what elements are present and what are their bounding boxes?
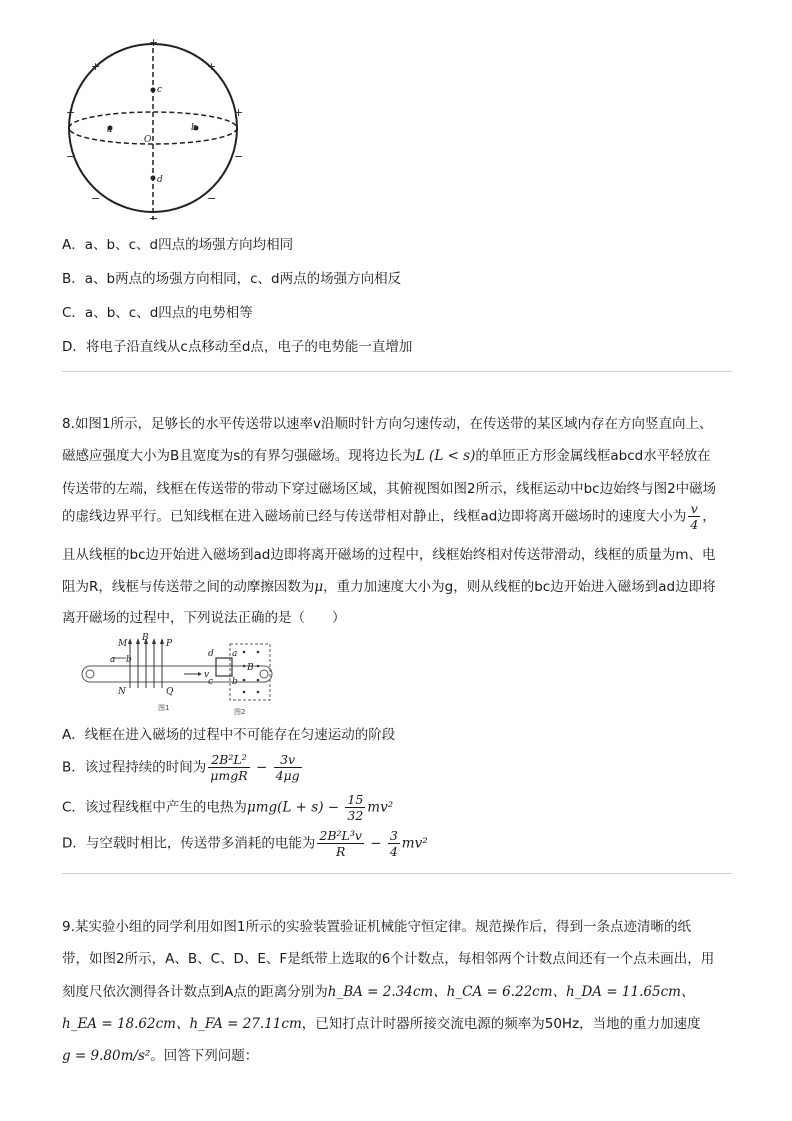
svg-text:B: B	[142, 633, 149, 643]
q8-line-1: 8.如图1所示，足够长的水平传送带以速率v沿顺时针方向匀速传动，在传送带的某区域内存在方向竖直向上、	[62, 416, 713, 432]
svg-text:M: M	[118, 639, 128, 649]
frac-b1: $\frac{\text{2B²L²}}{\text{μmgR}}$	[210, 752, 248, 783]
svg-text:+: +	[66, 106, 76, 119]
separator	[62, 371, 732, 372]
fig2-caption: 图2	[234, 708, 246, 716]
svg-text:c: c	[208, 677, 214, 687]
svg-text:−: −	[66, 150, 76, 163]
frac-b2: $\frac{3v}{4\mu g}$	[275, 752, 300, 783]
svg-text:−: −	[91, 192, 101, 205]
q7-option-a: A．a、b、c、d四点的场强方向均相同	[62, 237, 294, 253]
q7-option-b: B．a、b两点的场强方向相同，c、d两点的场强方向相反	[62, 271, 402, 287]
sphere-figure	[60, 36, 250, 226]
q8-line-2: 磁感应强度大小为B且宽度为s的有界匀强磁场。现将边长为L (L < s)的单匝正方形金属线框abcd水平轻放在	[62, 448, 711, 464]
svg-text:+: +	[91, 60, 101, 73]
q7-option-d: D．将电子沿直线从c点移动至d点，电子的电势能一直增加	[62, 339, 413, 355]
q8-option-c: C．该过程线框中产生的电热为μmg(L + s) − $\frac{15}{32}$ mv²	[62, 792, 394, 823]
math-mu: μ	[314, 579, 324, 595]
q9-line-5: g = 9.80m/s²。回答下列问题：	[62, 1048, 259, 1064]
q8-line-5: 且从线框的bc边开始进入磁场到ad边即将离开磁场的过程中，线框始终相对传送带滑动，线框的质量为m、电	[62, 547, 716, 563]
svg-text:a: a	[110, 655, 116, 665]
math-L: L (L < s)	[415, 448, 476, 464]
gravity-math: g = 9.80m/s²	[62, 1048, 151, 1064]
svg-text:−: −	[207, 192, 217, 205]
svg-text:b: b	[126, 655, 132, 665]
q8-line-3: 传送带的左端，线框在传送带的带动下穿过磁场区域，其俯视图如图2所示，线框运动中bc边始终与图2中磁场	[62, 481, 717, 497]
separator	[62, 873, 732, 874]
frac-d1: $\frac{\text{2B²L³v}}{R}$	[319, 828, 362, 859]
svg-text:−: −	[234, 150, 244, 163]
svg-text:d: d	[157, 175, 163, 185]
heights-math-2: h_EA = 18.62cm、h_FA = 27.11cm	[62, 1016, 302, 1032]
svg-text:+: +	[207, 60, 217, 73]
svg-text:+: +	[149, 36, 159, 49]
svg-text:v: v	[204, 670, 210, 680]
svg-text:N: N	[118, 687, 126, 697]
frac-c: $\frac{15}{32}$	[347, 792, 364, 823]
q8-line-7: 离开磁场的过程中，下列说法正确的是（ ）	[62, 610, 346, 626]
fig1-caption: 图1	[158, 704, 170, 712]
frac-v-over-4: $\frac{v}{4}$	[690, 501, 699, 532]
svg-text:c: c	[157, 85, 163, 95]
q8-line-4: 的虚线边界平行。已知线框在进入磁场前已经与传送带相对静止，线框ad边即将离开磁场时的速度大小为 $\frac{v}{4}$ ，	[62, 501, 716, 532]
svg-text:P: P	[166, 639, 173, 649]
svg-text:b: b	[232, 677, 238, 687]
q8-option-d: D．与空载时相比，传送带多消耗的电能为 $\frac{\text{2B²L³v}}{R}$ − $\frac{3}{4}$ mv²	[62, 828, 428, 859]
svg-text:+: +	[234, 106, 244, 119]
svg-text:Q: Q	[166, 687, 174, 697]
q8-option-a: A．线框在进入磁场的过程中不可能存在匀速运动的阶段	[62, 727, 396, 743]
svg-text:a: a	[107, 125, 113, 135]
svg-text:B: B	[247, 663, 254, 673]
topview-figure	[204, 640, 284, 718]
svg-text:O: O	[144, 135, 152, 145]
q8-option-b: B．该过程持续的时间为 $\frac{\text{2B²L²}}{\text{μmgR}}$ − $\frac{3v}{4\mu g}$	[62, 752, 300, 783]
heights-math-1: h_BA = 2.34cm、h_CA = 6.22cm、h_DA = 11.65cm、	[327, 984, 695, 1000]
q9-line-1: 9.某实验小组的同学利用如图1所示的实验装置验证机械能守恒定律。规范操作后，得到一条点迹清晰的纸	[62, 919, 691, 935]
frac-d2: $\frac{3}{4}$	[389, 828, 398, 859]
svg-text:b: b	[191, 123, 197, 133]
svg-text:d: d	[208, 649, 214, 659]
q9-line-3: 刻度尺依次测得各计数点到A点的距离分别为h_BA = 2.34cm、h_CA = 6.22cm、h_DA = 11.65cm、	[62, 984, 695, 1000]
svg-text:−: −	[149, 212, 159, 225]
q9-line-2: 带，如图2所示，A、B、C、D、E、F是纸带上选取的6个计数点，每相邻两个计数点间还有一个点未画出，用	[62, 951, 715, 967]
svg-text:a: a	[232, 649, 238, 659]
q7-option-c: C．a、b、c、d四点的电势相等	[62, 305, 253, 321]
plus-signs	[66, 36, 243, 119]
q9-line-4: h_EA = 18.62cm、h_FA = 27.11cm，已知打点计时器所接交流电源的频率为50Hz，当地的重力加速度	[62, 1016, 701, 1032]
q8-line-6: 阻为R，线框与传送带之间的动摩擦因数为μ，重力加速度大小为g，则从线框的bc边开始进入磁场到ad边即将	[62, 579, 716, 595]
